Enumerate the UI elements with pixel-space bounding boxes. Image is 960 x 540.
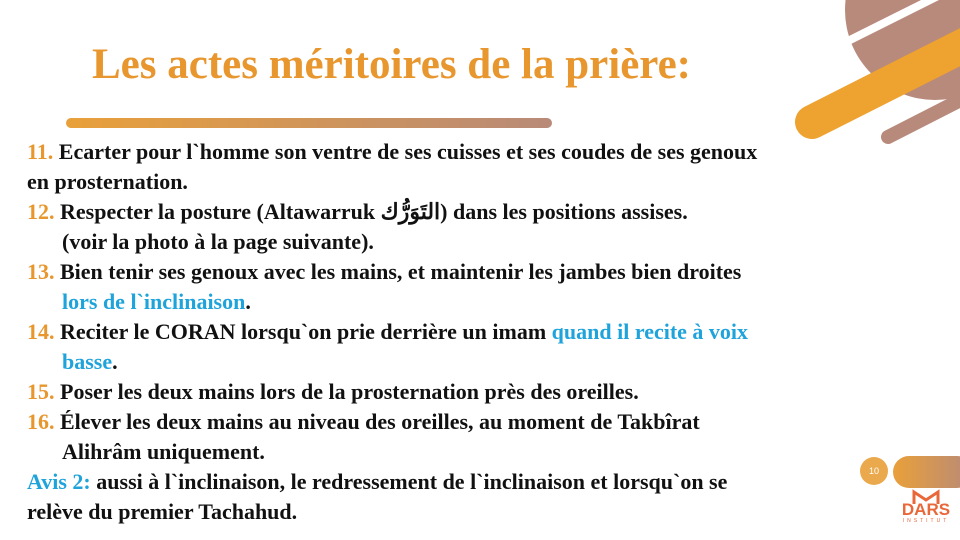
avis-note bbox=[27, 467, 947, 497]
item-continuation bbox=[27, 347, 947, 377]
decor-pill bbox=[893, 456, 960, 488]
item-text: ) dans les positions assises. bbox=[440, 199, 688, 224]
dars-logo bbox=[898, 488, 954, 538]
item-text: Élever les deux mains au niveau des oreilles, au moment de Takbîrat bbox=[60, 409, 700, 434]
avis-continuation: relève du premier Tachahud. bbox=[27, 499, 298, 524]
item-number: 15. bbox=[27, 379, 55, 404]
logo-subtext: INSTITUT bbox=[902, 518, 950, 524]
list-item-13 bbox=[27, 257, 947, 287]
slide-content bbox=[27, 137, 947, 527]
item-text: Reciter le CORAN lorsqu`on prie derrière un imam bbox=[60, 319, 552, 344]
item-number: 14. bbox=[27, 319, 55, 344]
list-item-15 bbox=[27, 377, 947, 407]
arabic-term: التَوَرُّك bbox=[380, 199, 441, 224]
item-text: Ecarter pour l`homme son ventre de ses cuisses et ses coudes de ses genoux bbox=[58, 139, 758, 164]
avis-text: aussi à l`inclinaison, le redressement de l`inclinaison et lorsqu`on se bbox=[90, 469, 728, 494]
list-item-12 bbox=[27, 197, 947, 227]
item-text: Bien tenir ses genoux avec les mains, et maintenir les jambes bien droites bbox=[60, 259, 742, 284]
item-continuation: Alihrâm uniquement. bbox=[62, 439, 265, 464]
slide-title: Les actes méritoires de la prière: bbox=[92, 41, 691, 88]
list-item-16 bbox=[27, 407, 947, 437]
avis-label: Avis 2: bbox=[27, 469, 91, 494]
page-number: 10 bbox=[860, 457, 888, 485]
item-continuation: (voir la photo à la page suivante). bbox=[62, 229, 374, 254]
punctuation: . bbox=[245, 289, 251, 314]
highlight-text: basse bbox=[62, 349, 113, 374]
item-number: 11. bbox=[27, 139, 54, 164]
list-item-14 bbox=[27, 317, 947, 347]
punctuation: . bbox=[112, 349, 118, 374]
highlight-text: quand il recite à voix bbox=[551, 319, 749, 344]
item-number: 13. bbox=[27, 259, 55, 284]
logo-mark-icon bbox=[911, 488, 941, 504]
item-continuation bbox=[27, 287, 947, 317]
list-item-11 bbox=[27, 137, 947, 167]
item-continuation: en prosternation. bbox=[27, 169, 188, 194]
item-number: 16. bbox=[27, 409, 55, 434]
title-divider bbox=[66, 118, 552, 128]
item-text: Respecter la posture (Altawarruk bbox=[60, 199, 381, 224]
highlight-text: lors de l`inclinaison bbox=[62, 289, 246, 314]
item-text: Poser les deux mains lors de la prosternation près des oreilles. bbox=[60, 379, 639, 404]
item-number: 12. bbox=[27, 199, 55, 224]
logo-text: DARS bbox=[901, 500, 951, 519]
